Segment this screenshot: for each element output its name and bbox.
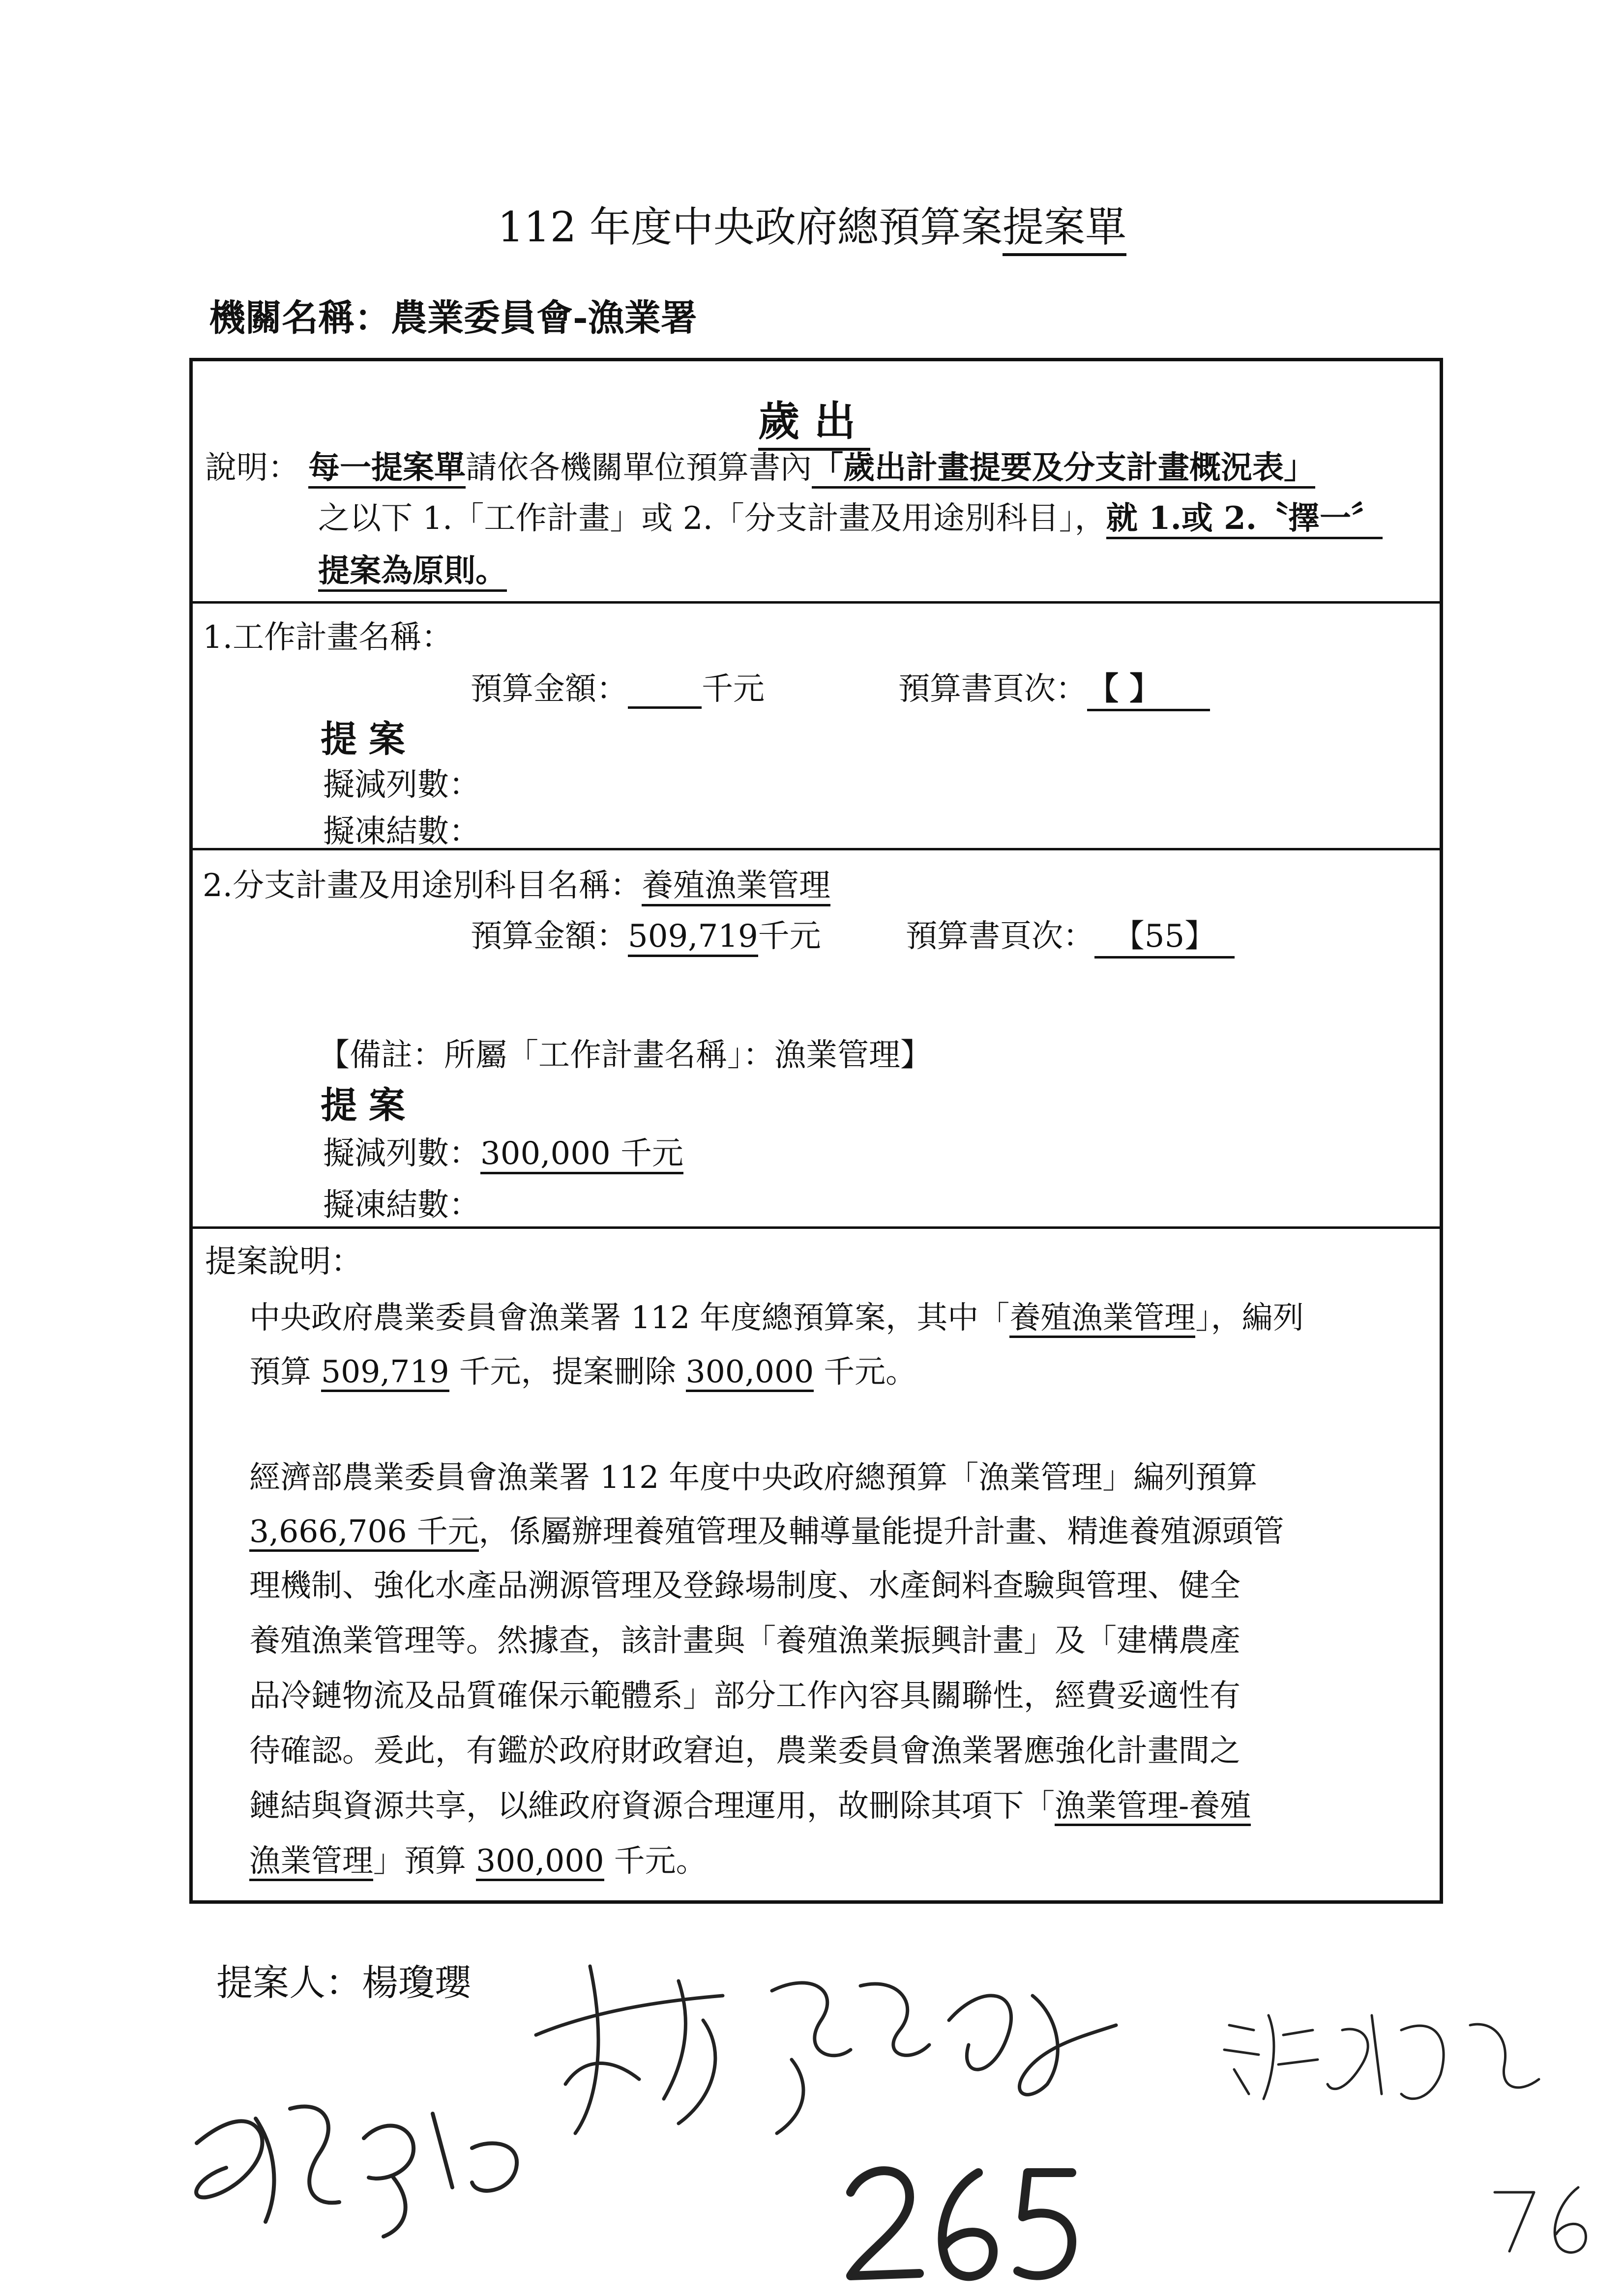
explanation-p2-line8: 漁業管理」預算 300,000 千元。 bbox=[249, 1836, 707, 1881]
section1-budget-blank bbox=[628, 676, 702, 709]
section1-freeze: 擬凍結數： bbox=[323, 814, 480, 850]
title-underlined: 提案單 bbox=[1003, 203, 1126, 256]
explanation-p2-line6: 待確認。爰此，有鑑於政府財政窘迫，農業委員會漁業署應強化計畫間之 bbox=[249, 1733, 1240, 1769]
section1-title: 1.工作計畫名稱： bbox=[203, 619, 453, 656]
section2-remark: 【備註：所屬「工作計畫名稱」：漁業管理】 bbox=[318, 1037, 932, 1074]
section2-freeze: 擬凍結數： bbox=[323, 1187, 480, 1223]
expenditure-heading: 歲出 bbox=[758, 388, 870, 451]
signature-1 bbox=[177, 2060, 551, 2246]
explanation-p1-line2: 預算 509,719 千元，提案刪除 300,000 千元。 bbox=[249, 1347, 916, 1392]
explanation-p2-line4: 養殖漁業管理等。然據查，該計畫與「養殖漁業振興計畫」及「建構農產 bbox=[249, 1623, 1240, 1658]
note-line-2: 之以下 1.「工作計畫」或 2.「分支計畫及用途別科目」，就 1.或 2.〝擇一〞 bbox=[318, 493, 1383, 538]
proposal-form bbox=[189, 358, 1443, 1904]
faint-page-number bbox=[1485, 2173, 1603, 2261]
signature-2 bbox=[516, 1937, 1155, 2148]
explanation-p2-line7: 鏈結與資源共享，以維政府資源合理運用，故刪除其項下「漁業管理-養殖 bbox=[249, 1781, 1251, 1826]
explanation-p1-line1: 中央政府農業委員會漁業署 112 年度總預算案，其中「養殖漁業管理」，編列 bbox=[249, 1293, 1304, 1337]
divider bbox=[193, 601, 1440, 604]
agency-name: 機關名稱：農業委員會-漁業署 bbox=[209, 297, 697, 339]
section1-proposal: 提案 bbox=[321, 718, 417, 760]
page-title: 112 年度中央政府總預算案提案單 bbox=[0, 194, 1624, 254]
note-label: 說明： bbox=[205, 450, 299, 486]
divider bbox=[193, 1226, 1440, 1229]
note-line-1: 每一提案單請依各機關單位預算書內「歲出計畫提要及分支計畫概況表」 bbox=[308, 442, 1315, 488]
section2-title: 2.分支計畫及用途別科目名稱：養殖漁業管理 bbox=[203, 860, 830, 905]
section2-page: 預算書頁次： 【55】 bbox=[906, 911, 1235, 959]
section2-cut: 擬減列數：300,000 千元 bbox=[323, 1128, 683, 1173]
divider bbox=[193, 848, 1440, 850]
explanation-p2-line1: 經濟部農業委員會漁業署 112 年度中央政府總預算「漁業管理」編列預算 bbox=[249, 1459, 1258, 1495]
section1-budget: 預算金額： 千元 bbox=[471, 664, 765, 709]
section1-cut: 擬減列數： bbox=[323, 767, 480, 803]
section2-budget: 預算金額：509,719千元 bbox=[471, 911, 821, 956]
signature-3 bbox=[1214, 1996, 1559, 2109]
section2-proposal: 提案 bbox=[321, 1084, 417, 1127]
explanation-label: 提案說明： bbox=[205, 1244, 362, 1280]
explanation-p2-line5: 品冷鏈物流及品質確保示範體系」部分工作內容具關聯性，經費妥適性有 bbox=[249, 1678, 1240, 1714]
note-line-3: 提案為原則。 bbox=[318, 546, 507, 591]
stamp-number bbox=[836, 2153, 1092, 2291]
explanation-p2-line2: 3,666,706 千元，係屬辦理養殖管理及輔導量能提升計畫、精進養殖源頭管 bbox=[249, 1507, 1284, 1551]
section1-page: 預算書頁次：【 】 bbox=[898, 664, 1210, 711]
explanation-p2-line3: 理機制、強化水產品溯源管理及登錄場制度、水產飼料查驗與管理、健全 bbox=[249, 1568, 1240, 1603]
proposer: 提案人：楊瓊瓔 bbox=[216, 1962, 471, 2004]
